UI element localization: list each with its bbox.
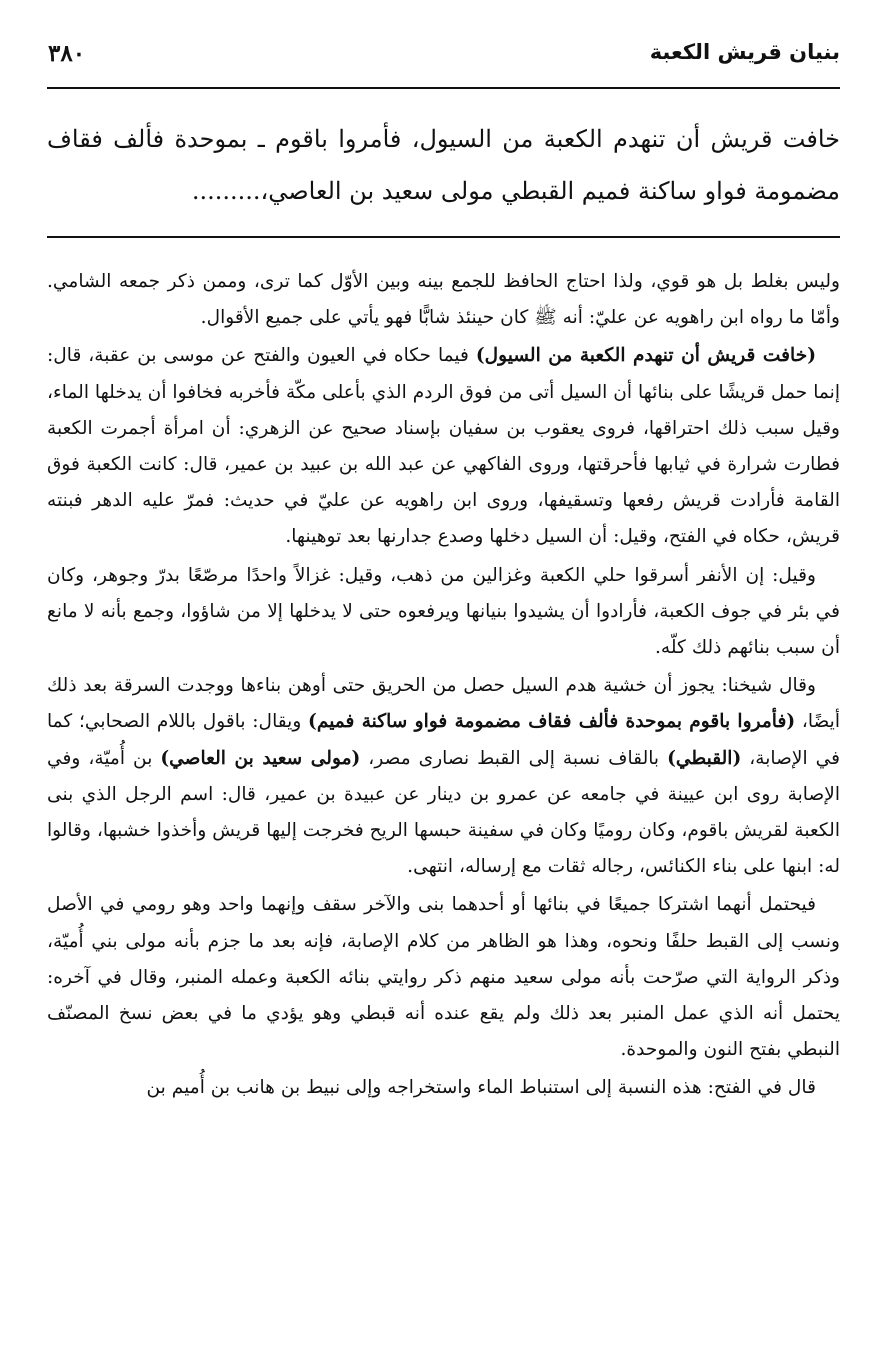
quoted-lemma: (مولى سعيد بن العاصي) [160, 747, 361, 769]
commentary-paragraph [47, 264, 840, 336]
commentary-text: قال في الفتح: هذه النسبة إلى استنباط الماء واستخراجه وإلى نبيط بن هانب بن أُميم بن [146, 1077, 816, 1099]
quoted-lemma: (فأمروا باقوم بموحدة فألف فقاف مضمومة فواو ساكنة فميم) [308, 711, 796, 733]
commentary-text: بالقاف نسبة إلى القبط نصارى مصر، [360, 747, 668, 769]
commentary-text: وليس بغلط بل هو قوي، ولذا احتاج الحافظ للجمع بينه وبين الأوّل كما ترى، وممن ذكر جمعه الشامي. وأمّا ما رواه ابن راهويه عن عليّ: أنه ﷺ كان حينئذ شابًّا فهو يأتي على جميع الأقوال. [47, 271, 840, 329]
main-text [47, 113, 840, 217]
commentary-paragraph [47, 887, 840, 1068]
quoted-lemma: (القبطي) [667, 747, 742, 769]
commentary-text: بن أُميّة، وفي الإصابة روى ابن عيينة في جامعه عن عمرو بن دينار عن عبيدة بن عمير، قال: اسم الرجل الذي بنى الكعبة لقريش باقوم، وكان روميًا وكان في سفينة حبسها الريح فخرجت إليها قريش وأخذوا خشبها، وقالوا له: ابنها على بناء الكنائس، رجاله ثقات مع إرساله، انتهى. [47, 747, 840, 878]
main-text-body: خافت قريش أن تنهدم الكعبة من السيول، فأمروا باقوم ـ بموحدة فألف فقاف مضمومة فواو ساكنة فميم القبطي مولى سعيد بن العاصي،......... [47, 125, 840, 205]
commentary [47, 264, 840, 1109]
quoted-lemma: (خافت قريش أن تنهدم الكعبة من السيول) [475, 345, 816, 367]
commentary-text: فيحتمل أنهما اشتركا جميعًا في بنائها أو أحدهما بنى والآخر سقف وإنهما واحد وهو رومي في الأصل ونسب إلى القبط حلفًا ونحوه، وهذا هو الظاهر من كلام الإصابة، فإنه بعد ما جزم بأنه مولى بني أُميّة، وذكر الرواية التي صرّحت بأنه مولى سعيد منهم ذكر روايتي بنائه الكعبة وعمله المنبر، وقال في آخره: يحتمل أنه الذي عمل المنبر بعد ذلك ولم يقع عنده أنه قبطي وهو يؤدي ما في بعض نسخ المصنّف النبطي بفتح النون والموحدة. [47, 894, 840, 1061]
page-header [48, 40, 840, 82]
commentary-paragraph [47, 668, 840, 885]
commentary-text: وقال شيخنا: يجوز أن خشية هدم السيل حصل من الحريق حتى أوهن بناءها ووجدت السرقة بعد ذلك أيضًا، [47, 675, 840, 733]
commentary-text: وقيل: إن الأنفر أسرقوا حلي الكعبة وغزالين من ذهب، وقيل: غزالاً واحدًا مرصّعًا بدرّ وجوهر، وكان في بئر في جوف الكعبة، فأرادوا أن يشيدوا بنيانها ويرفعوه حتى لا يدخلها إلا من شاؤوا، وجمع بأنه لا مانع أن سبب بنائهم ذلك كلّه. [47, 564, 840, 659]
commentary-paragraph [47, 338, 840, 555]
header-rule [47, 87, 840, 89]
commentary-paragraph [47, 558, 840, 667]
running-title: بنيان قريش الكعبة [649, 40, 840, 64]
commentary-paragraph [47, 1070, 840, 1106]
separator-rule [47, 236, 840, 238]
page-number: ٣٨٠ [48, 40, 86, 67]
commentary-text: فيما حكاه في العيون والفتح عن موسى بن عقبة، قال: إنما حمل قريشًا على بنائها أن السيل أتى من فوق الردم الذي بأعلى مكّة فأخربه فخافوا أن يدخلها الماء، وقيل سبب ذلك احتراقها، فروى يعقوب بن سفيان بإسناد صحيح عن الزهري: أن امرأة أجمرت الكعبة فطارت شرارة في ثيابها فأحرقتها، وروى الفاكهي عن عبد الله بن عبيد بن عمير، قال: كانت الكعبة فوق القامة فأرادت قريش رفعها وتسقيفها، وروى ابن راهويه عن عليّ في حديث: فمرّ عليه الدهر فبنته قريش، حكاه في الفتح، وقيل: أن السيل دخلها وصدع جدارنها بعد توهينها. [47, 345, 840, 548]
commentary-text: ويقال: باقول باللام الصحابي؛ كما في الإصابة، [47, 711, 841, 769]
